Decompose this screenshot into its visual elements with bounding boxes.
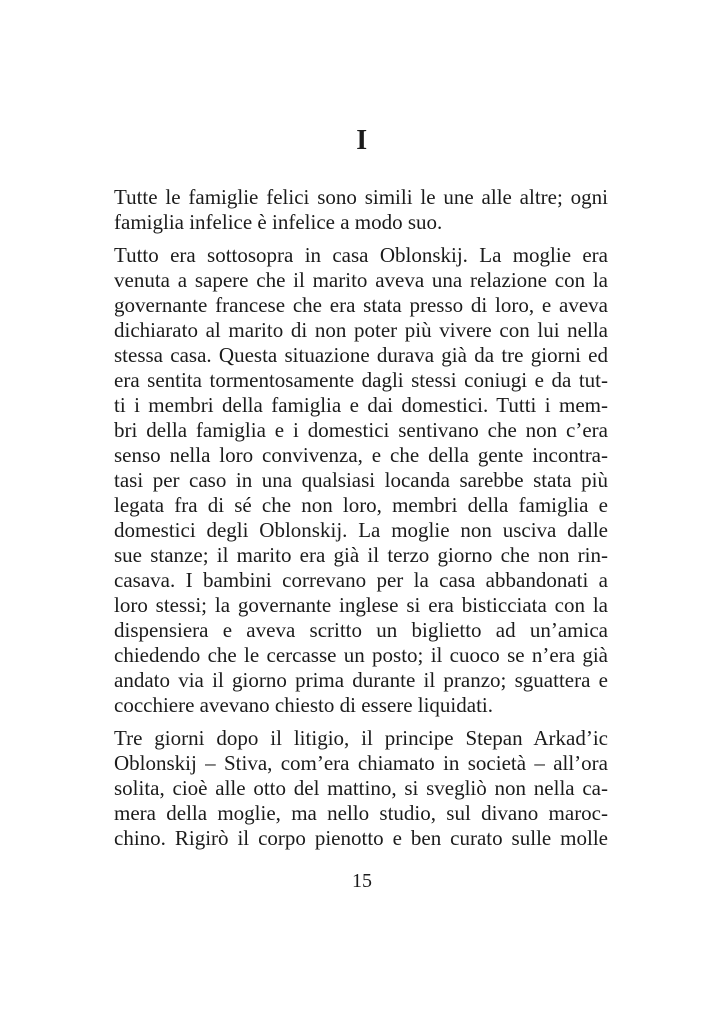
page-number: 15 [352,870,372,892]
chapter-number: I [356,125,368,156]
text-line: Tre giorni dopo il litigio, il principe Stepan Arkad’ic [114,726,608,750]
text-line: senso nella loro convivenza, e che della gente incontra- [114,443,608,467]
text-line: andato via il giorno prima durante il pranzo; sguattera e [114,668,608,692]
text-line: sue stanze; il marito era già il terzo giorno che non rin- [114,543,608,567]
text-line: bri della famiglia e i domestici sentivano che non c’era [114,418,608,442]
text-line: cocchiere avevano chiesto di essere liquidati. [114,693,494,717]
text-line: dispensiera e aveva scritto un biglietto ad un’amica [114,618,608,642]
text-line: tasi per caso in una qualsiasi locanda sarebbe stata più [114,468,608,492]
text-line: era sentita tormentosamente dagli stessi coniugi e da tut- [114,368,608,392]
text-line: domestici degli Oblonskij. La moglie non usciva dalle [114,518,608,542]
text-line: legata fra di sé che non loro, membri della famiglia e [114,493,608,517]
text-line: casava. I bambini correvano per la casa abbandonati a [114,568,608,592]
text-line: Tutte le famiglie felici sono simili le une alle altre; ogni [114,185,608,209]
paragraph [114,243,608,718]
paragraph [114,726,608,851]
text-line: ti i membri della famiglia e dai domestici. Tutti i mem- [114,393,608,417]
text-line: mera della moglie, ma nello studio, sul divano maroc- [114,801,608,825]
text-line: venuta a sapere che il marito aveva una relazione con la [114,268,608,292]
text-line: solita, cioè alle otto del mattino, si svegliò non nella ca- [114,776,608,800]
text-line: governante francese che era stata presso di loro, e aveva [114,293,608,317]
text-line: famiglia infelice è infelice a modo suo. [114,210,443,234]
text-line: Tutto era sottosopra in casa Oblonskij. La moglie era [114,243,608,267]
paragraph [114,185,608,235]
body-text [114,185,608,851]
text-line: Oblonskij – Stiva, com’era chiamato in società – all’ora [114,751,608,775]
text-line: chiedendo che le cercasse un posto; il cuoco se n’era già [114,643,608,667]
text-line: dichiarato al marito di non poter più vivere con lui nella [114,318,608,342]
text-line: chino. Rigirò il corpo pienotto e ben curato sulle molle [114,826,608,850]
text-line: loro stessi; la governante inglese si era bisticciata con la [114,593,608,617]
text-line: stessa casa. Questa situazione durava già da tre giorni ed [114,343,608,367]
